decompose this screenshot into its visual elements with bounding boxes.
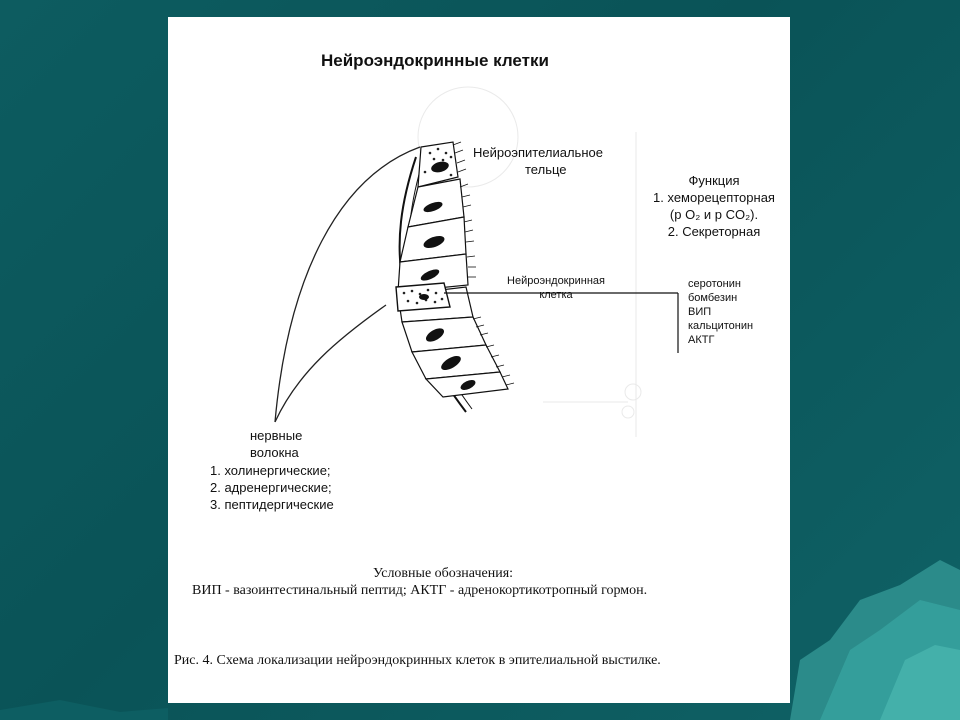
function-item-1b: (р O₂ и р CO₂).: [669, 207, 759, 222]
function-item-2: 2. Секреторная: [667, 224, 761, 239]
label-neuroepithelial-body-line2: тельце: [525, 162, 567, 177]
hormone-item: кальцитонин: [688, 320, 754, 332]
hormone-list: [688, 277, 753, 347]
hormone-item: бомбезин: [688, 292, 738, 304]
nerve-fibers-label-line1: нервные: [250, 428, 303, 443]
epithelium-diagram: [168, 17, 790, 703]
label-neuroendocrine-cell-line2: клетка: [539, 289, 573, 301]
label-neuroepithelial-body: [473, 144, 603, 178]
function-heading: Функция: [688, 173, 740, 188]
figure-caption: Рис. 4. Схема локализации нейроэндокринных клеток в эпителиальной выстилке.: [174, 653, 661, 668]
hormone-item: АКТГ: [688, 334, 715, 346]
diagram-title: Нейроэндокринные клетки: [321, 51, 549, 70]
hormone-item: серотонин: [688, 278, 741, 290]
neuroendocrine-cell: [396, 283, 450, 311]
function-block: [638, 172, 790, 240]
nerve-fibers-label-line2: волокна: [250, 445, 299, 460]
label-neuroepithelial-body-line1: Нейроэпителиальное: [473, 145, 603, 160]
legend-heading: Условные обозначения:: [373, 566, 514, 581]
fiber-type-item: 3. пептидергические: [210, 497, 334, 512]
nerve-fibers-label: [250, 427, 302, 461]
fiber-type-item: 1. холинергические;: [210, 463, 331, 478]
fiber-type-item: 2. адренергические;: [210, 480, 332, 495]
label-neuroendocrine-cell-line1: Нейроэндокринная: [507, 275, 605, 287]
slide-sheet: [168, 17, 790, 703]
hormone-item: ВИП: [688, 306, 712, 318]
function-item-1: 1. хеморецепторная: [653, 190, 775, 205]
fiber-type-list: [210, 462, 334, 513]
legend-text: ВИП - вазоинтестинальный пептид; АКТГ - адренокортикотропный гормон.: [192, 583, 648, 598]
label-neuroendocrine-cell: [496, 274, 616, 302]
